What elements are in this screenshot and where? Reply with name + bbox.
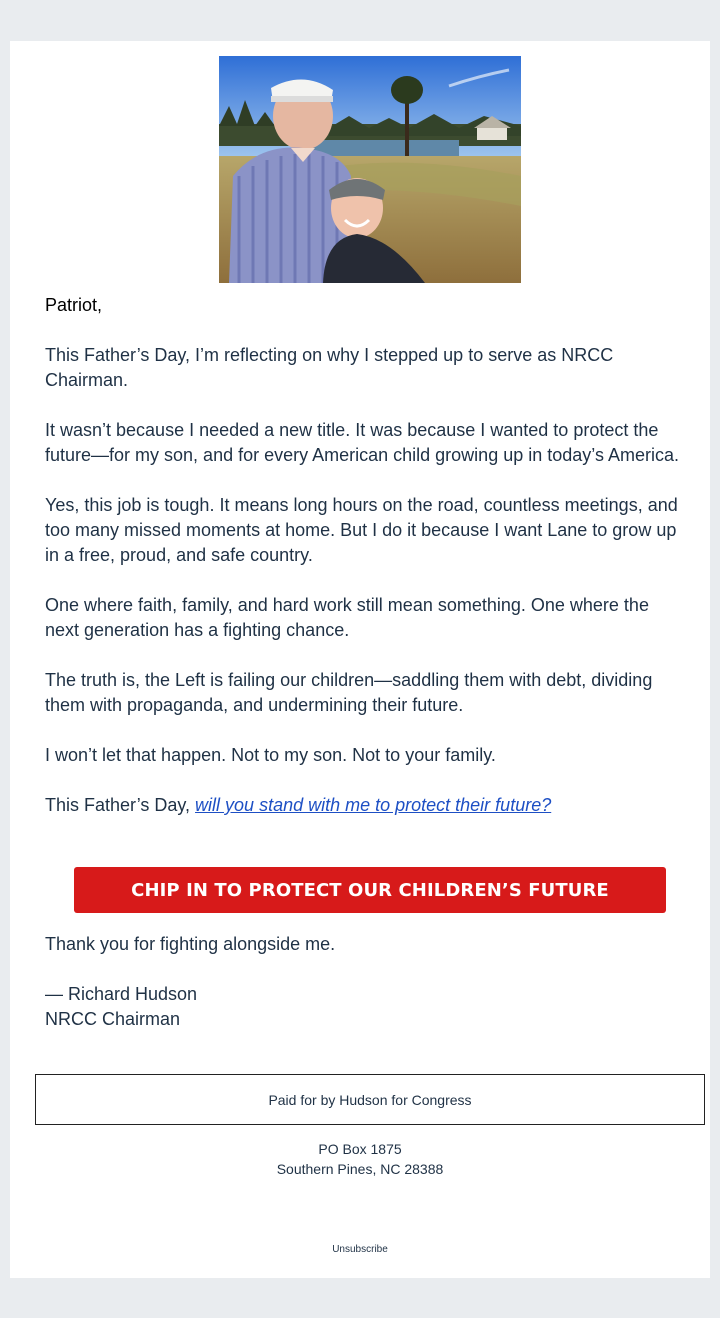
final-paragraph bbox=[45, 793, 685, 818]
signature-title: NRCC Chairman bbox=[45, 1009, 181, 1029]
father-son-photo bbox=[219, 56, 521, 283]
paragraph-5: The truth is, the Left is failing our children—saddling them with debt, dividing them with propaganda, and undermining their future. bbox=[45, 670, 653, 715]
address-line-1: PO Box 1875 bbox=[318, 1141, 402, 1157]
paid-for-disclaimer bbox=[35, 1074, 705, 1125]
paragraph-2: It wasn’t because I needed a new title. It was because I wanted to protect the future—for my son, and for every American child growing up in today’s America. bbox=[45, 420, 679, 465]
paragraph-3: Yes, this job is tough. It means long hours on the road, countless meetings, and too many missed moments at home. But I do it because I want Lane to grow up in a free, proud, and safe country. bbox=[45, 495, 678, 565]
chip-in-button[interactable]: CHIP IN TO PROTECT OUR CHILDREN’S FUTURE bbox=[74, 867, 666, 913]
paragraph-6: I won’t let that happen. Not to my son. Not to your family. bbox=[45, 745, 496, 765]
greeting: Patriot, bbox=[45, 295, 103, 315]
disclaimer-text: Paid for by Hudson for Congress bbox=[268, 1091, 472, 1108]
photo-illustration bbox=[219, 56, 521, 283]
address-line-2: Southern Pines, NC 28388 bbox=[276, 1161, 444, 1177]
email-body bbox=[45, 293, 685, 843]
donate-link[interactable]: will you stand with me to protect their future? bbox=[195, 795, 552, 815]
thanks-line: Thank you for fighting alongside me. bbox=[45, 934, 336, 954]
mailing-address bbox=[10, 1139, 710, 1179]
email-card bbox=[10, 41, 710, 1278]
closing bbox=[45, 932, 685, 1032]
paragraph-1: This Father’s Day, I’m reflecting on why I stepped up to serve as NRCC Chairman. bbox=[45, 345, 614, 390]
signature-name: — Richard Hudson bbox=[45, 984, 198, 1004]
final-prefix: This Father’s Day, bbox=[45, 795, 196, 815]
paragraph-4: One where faith, family, and hard work still mean something. One where the next generation has a fighting chance. bbox=[45, 595, 649, 640]
unsubscribe-link[interactable]: Unsubscribe bbox=[332, 1244, 388, 1255]
cta-container bbox=[74, 867, 666, 913]
